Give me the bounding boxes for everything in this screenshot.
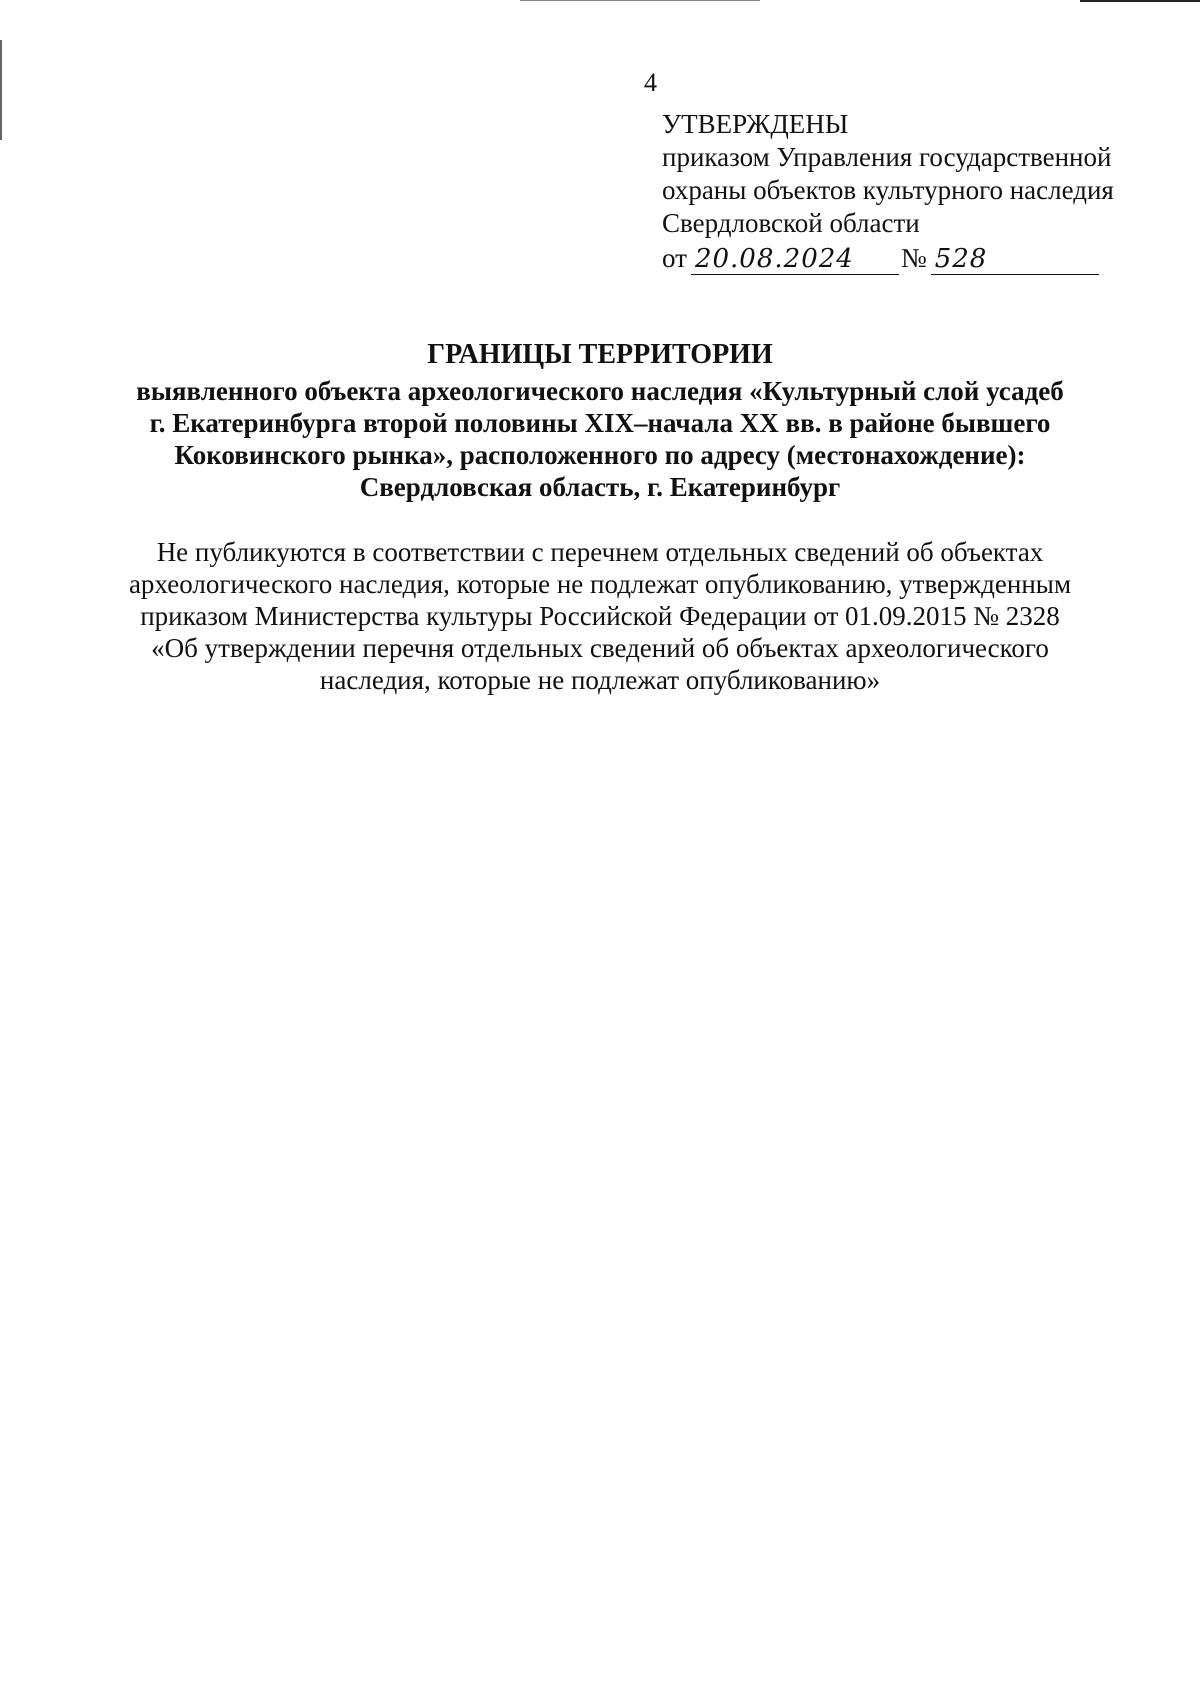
handwritten-number: 528 [931, 244, 1099, 275]
title-sub-line: выявленного объекта археологического наследия «Культурный слой усадеб [136, 376, 1064, 406]
scan-edge-mark [0, 40, 2, 140]
scan-edge-mark [1080, 0, 1200, 2]
notice-line: приказом Министерства культуры Российской Федерации от 01.09.2015 № 2328 [140, 601, 1060, 631]
non-publication-notice [100, 536, 1100, 696]
notice-line: «Об утверждении перечня отдельных сведений об объектах археологического [151, 633, 1049, 663]
title-sub-line: Коковинского рынка», расположенного по адресу (местонахождение): [174, 440, 1026, 470]
order-date-number [662, 242, 1162, 275]
notice-line: Не публикуются в соответствии с перечнем отдельных сведений об объектах [156, 537, 1044, 567]
approval-line: Свердловской области [662, 208, 920, 238]
date-prefix: от [662, 243, 687, 273]
title-main: ГРАНИЦЫ ТЕРРИТОРИИ [427, 339, 773, 370]
notice-line: археологического наследия, которые не подлежат опубликованию, утвержденным [128, 569, 1072, 599]
handwritten-date: 20.08.2024 [691, 244, 899, 275]
title-subtitle [100, 375, 1100, 503]
approval-block [662, 108, 1162, 275]
approval-line: охраны объектов культурного наследия [662, 175, 1114, 205]
document-title [100, 337, 1100, 503]
approval-line: приказом Управления государственной [662, 142, 1112, 172]
notice-line: наследия, которые не подлежат опубликованию» [319, 665, 881, 695]
title-sub-line: Свердловская область, г. Екатеринбург [359, 472, 841, 502]
page-number: 4 [644, 68, 657, 97]
approval-heading: УТВЕРЖДЕНЫ [662, 109, 849, 139]
number-prefix: № [900, 243, 927, 273]
title-sub-line: г. Екатеринбурга второй половины XIX–начала XX вв. в районе бывшего [149, 408, 1051, 438]
scan-edge-mark [520, 0, 760, 1]
